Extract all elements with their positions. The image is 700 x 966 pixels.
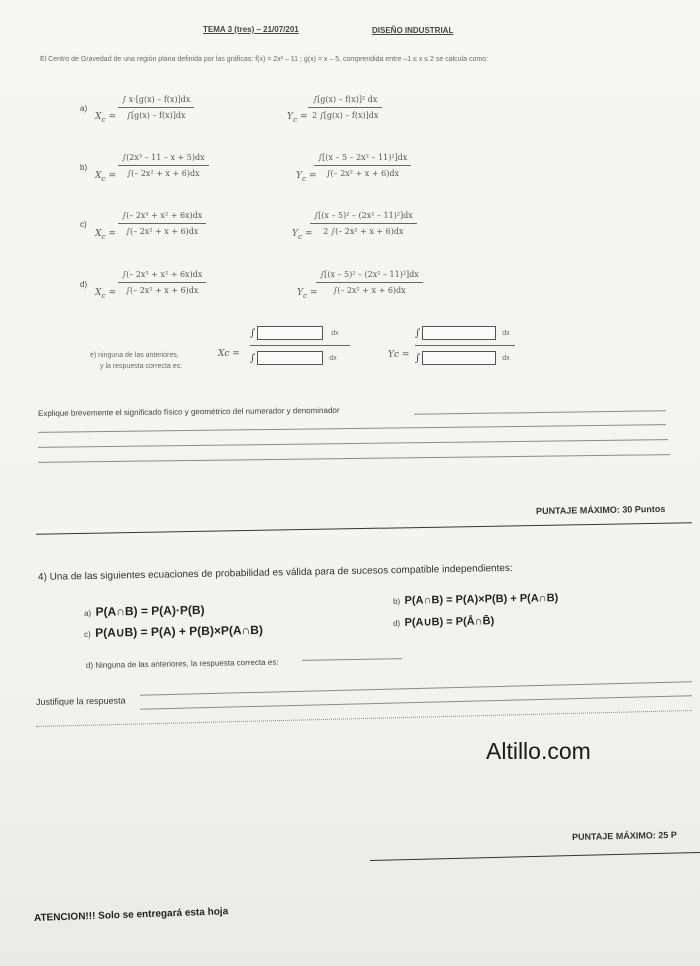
answer-line[interactable]: [140, 681, 692, 695]
prob-option-c-eq: P(A∪B) = P(A) + P(B)×P(A∩B): [95, 622, 264, 640]
option-a-yc-num: ∫[g(x) – f(x)]² dx: [312, 95, 378, 104]
option-b-xc-num: ∫(2x³ – 11 – x + 5)dx: [122, 153, 205, 162]
option-a-xc-num: ∫ x·[g(x) – f(x)]dx: [122, 95, 191, 104]
prob-option-d-eq: P(A∪B) = P(Ā∩B̄): [404, 615, 495, 629]
yc-blank-numerator: [415, 326, 515, 340]
yc-blank-fraction: [415, 326, 515, 365]
option-d-xc-den: ∫(– 2x² + x + 6)dx: [125, 286, 199, 295]
exam-tema: TEMA 3 (tres) – 21/07/201: [203, 25, 299, 34]
integral-sign: ∫: [250, 327, 256, 339]
integral-sign: ∫: [250, 352, 256, 364]
option-b-label: b): [80, 163, 88, 172]
option-c-yc-den: 2 ∫(– 2x² + x + 6)dx: [323, 227, 404, 236]
q-prob-statement: 4) Una de las siguientes ecuaciones de probabilidad es válida para de sucesos compatible independientes:: [37, 562, 513, 583]
xc-symbol: $X_c$ =: [95, 171, 117, 183]
xc-num-blank-box-2[interactable]: [325, 327, 327, 339]
yc-num-blank-box[interactable]: [422, 326, 496, 340]
xc-symbol: $X_c$ =: [95, 288, 117, 300]
option-a-xc: [118, 95, 194, 120]
score-prob: PUNTAJE MÁXIMO: 25 P: [571, 829, 677, 842]
yc-blank-symbol: Yc =: [388, 350, 410, 360]
xc-num-blank-box[interactable]: [257, 326, 323, 340]
xc-blank-denominator: [250, 351, 350, 365]
yc-blank-denominator: [415, 351, 515, 365]
option-d-yc-num: ∫[(x – 5)² – (2x² – 11)²]dx: [320, 270, 419, 279]
xc-blank-fraction: [250, 326, 350, 365]
xc-symbol: $X_c$ =: [95, 229, 117, 241]
prob-option-c: [84, 621, 263, 642]
option-b-xc-den: ∫(– 2x² + x + 6)dx: [127, 169, 200, 178]
option-a-xc-den: ∫[g(x) – f(x)]dx: [126, 111, 186, 120]
option-a-yc: [308, 95, 382, 120]
option-c-xc-num: ∫(– 2x³ + x² + 6x)dx: [122, 211, 203, 220]
answer-line[interactable]: [414, 410, 666, 415]
justify-label: Justifique la respuesta: [35, 695, 126, 707]
explain-prompt: Explique brevemente el significado físico y geométrico del numerador y denominador: [37, 405, 340, 418]
footer-notice: ATENCION!!! Solo se entregará esta hoja: [33, 906, 229, 924]
option-e-line2: y la respuesta correcta es:: [100, 363, 183, 370]
yc-den-blank-box[interactable]: [422, 351, 496, 365]
prob-option-d: [393, 611, 495, 631]
section-divider: [370, 852, 700, 861]
dx-label: dx: [329, 354, 337, 362]
xc-den-blank-box[interactable]: [257, 351, 323, 365]
option-d-xc-num: ∫(– 2x³ + x² + 6x)dx: [122, 270, 203, 279]
prob-option-d-label: d): [392, 618, 401, 628]
option-b-yc: [314, 153, 411, 178]
option-d-label: d): [80, 280, 88, 289]
prob-option-a: [84, 601, 205, 621]
exam-carrera: DISEÑO INDUSTRIAL: [372, 26, 454, 35]
option-b-xc: [118, 153, 209, 178]
answer-line[interactable]: [140, 695, 692, 709]
prob-option-b: [393, 588, 559, 609]
option-d-xc: [118, 270, 206, 295]
answer-line[interactable]: [38, 439, 668, 448]
score-centroid: PUNTAJE MÁXIMO: 30 Puntos: [535, 503, 666, 517]
xc-blank-symbol: Xc =: [218, 349, 240, 359]
integral-sign: ∫: [415, 327, 421, 339]
option-c-yc-num: ∫[(x – 5)² – (2x² – 11)²]dx: [314, 211, 413, 220]
prob-option-a-label: a): [83, 608, 92, 618]
xc-blank-bar: [250, 345, 350, 346]
option-a-yc-den: 2 ∫[g(x) – f(x)]dx: [312, 111, 379, 120]
answer-line[interactable]: [38, 424, 666, 433]
yc-symbol: $Y_c$ =: [292, 229, 313, 241]
dx-label: dx: [331, 329, 339, 337]
option-d-yc-den: ∫(– 2x² + x + 6)dx: [333, 286, 406, 295]
prob-option-none: d) Ninguna de las anteriores, la respuesta correcta es:: [85, 657, 279, 670]
section-divider: [36, 522, 692, 534]
option-c-xc: [118, 211, 206, 236]
option-e-line1: e) ninguna de las anteriores,: [90, 352, 179, 359]
option-c-label: c): [80, 220, 87, 229]
option-b-yc-den: ∫(– 2x² + x + 6)dx: [326, 169, 399, 178]
answer-line[interactable]: [36, 710, 692, 727]
integral-sign: ∫: [415, 352, 421, 364]
answer-line[interactable]: [38, 454, 670, 463]
dx-label: dx: [502, 354, 510, 362]
answer-line[interactable]: [302, 658, 402, 661]
dx-label: dx: [502, 329, 510, 337]
option-d-yc: [316, 270, 423, 295]
altillo-watermark: Altillo.com: [486, 738, 591, 764]
prob-option-b-label: b): [392, 596, 401, 606]
xc-blank-numerator: [250, 326, 350, 340]
yc-symbol: $Y_c$ =: [297, 288, 318, 300]
option-c-yc: [310, 211, 417, 236]
option-b-yc-num: ∫[(x – 5 – 2x² – 11)²]dx: [318, 153, 408, 162]
xc-symbol: $X_c$ =: [95, 112, 117, 124]
yc-symbol: $Y_c$ =: [296, 171, 317, 183]
yc-symbol: $Y_c$ =: [287, 112, 308, 124]
option-c-xc-den: ∫(– 2x² + x + 6)dx: [125, 227, 199, 236]
yc-blank-bar: [415, 345, 515, 346]
prob-option-c-label: c): [83, 629, 91, 639]
q-centroid-statement: El Centro de Gravedad de una región plana definida por las gráficas: f(x) = 2x² – 11 ; g(x) = x – 5, comprendida entre –1 ≤ x ≤ 2 se calcula como:: [40, 56, 489, 63]
prob-option-a-eq: P(A∩B) = P(A)·P(B): [95, 602, 205, 619]
prob-option-b-eq: P(A∩B) = P(A)×P(B) + P(A∩B): [404, 592, 559, 607]
option-a-label: a): [80, 104, 88, 113]
